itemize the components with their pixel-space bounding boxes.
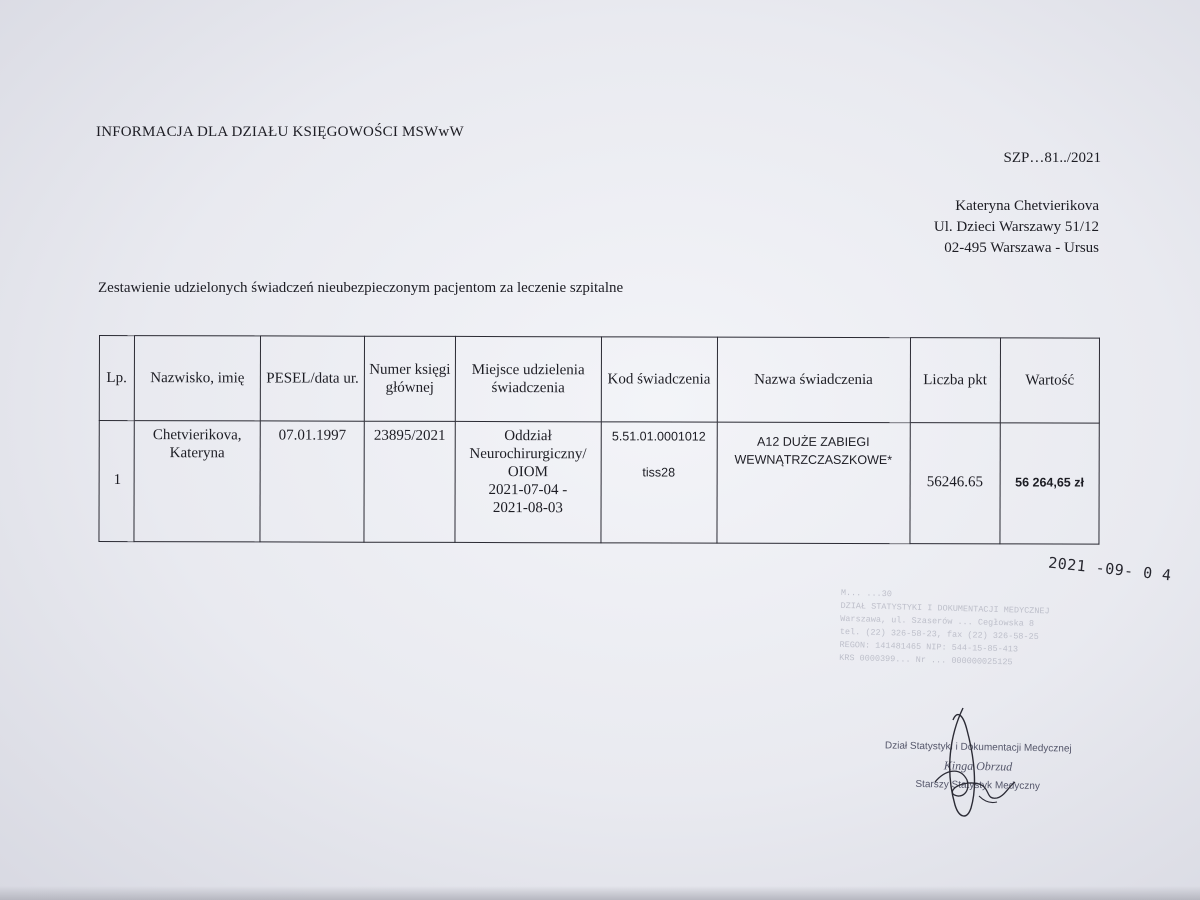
document-heading: INFORMACJA DLA DZIAŁU KSIĘGOWOŚCI MSWwW [96,124,464,140]
cell-points: 56246.65 [910,423,1001,544]
cell-value: 56 264,65 zł [1000,423,1099,544]
header-points: Liczba pkt [910,338,1000,423]
cell-lp: 1 [99,421,134,542]
place-date-from: 2021-07-04 - [488,482,568,499]
recipient-city: 02-495 Warszawa - Ursus [944,240,1099,256]
cell-place [455,421,601,542]
faded-institution-stamp [839,587,1081,671]
header-place: Miejsce udzielenia świadczenia [455,336,601,421]
header-code: Kod świadczenia [601,337,717,422]
cell-service: A12 DUŻE ZABIEGI WEWNĄTRZCZASZKOWE* [717,422,910,544]
place-ward: Oddział Neurochirurgiczny/ OIOM [469,428,587,481]
reference-number: SZP…81../2021 [1003,150,1101,166]
handwritten-signature [905,700,1035,825]
recipient-name: Kateryna Chetvierikova [955,198,1099,214]
document-subtitle: Zestawienie udzielonych świadczeń nieubezpieczonym pacjentom za leczenie szpitalne [98,280,624,296]
services-table [98,335,1100,545]
cell-name: Chetvierikova, Kateryna [133,421,260,542]
header-value: Wartość [1000,338,1099,423]
header-service: Nazwa świadczenia [717,337,910,423]
code-secondary: tiss28 [642,465,676,480]
header-pesel: PESEL/data ur. [261,336,365,421]
date-stamp: 2021 -09- 0 4 [1047,553,1173,585]
stamp-line: tel. (22) 326-58-23, fax (22) 326-58-25 [839,626,1039,643]
table-header-row [99,336,1099,424]
cell-pesel: 07.01.1997 [260,421,364,542]
stamp-department: Dział Statystyki i Dokumentacji Medycznej [884,740,1072,755]
stamp-line: REGON: 141481465 NIP: 544-15-85-413 [839,639,1019,655]
cell-number: 23895/2021 [364,421,455,542]
recipient-street: Ul. Dzieci Warszawy 51/12 [933,219,1099,235]
code-primary: 5.51.01.0001012 [611,429,706,444]
stamp-line: KRS 0000399... Nr ... 000000025125 [839,652,1013,668]
header-lp: Lp. [99,336,134,421]
place-date-to: 2021-08-03 [492,500,563,517]
stamp-line: DZIAŁ STATYSTYKI I DOKUMENTACJI MEDYCZNEJ [840,600,1050,617]
stamp-line: M... ...30 [840,587,893,600]
stamp-role: Starszy Statystyk Medyczny [915,778,1040,793]
header-name: Nazwisko, imię [134,336,261,421]
recipient-address [934,196,1099,259]
header-number: Numer księgi głównej [364,336,455,421]
stamp-person-name: Kinga Obrzud [943,758,1013,774]
table-row [99,421,1099,545]
stamp-line: Warszawa, ul. Szaserów ... Cegłowska 8 [840,613,1035,629]
cell-code [601,422,717,543]
